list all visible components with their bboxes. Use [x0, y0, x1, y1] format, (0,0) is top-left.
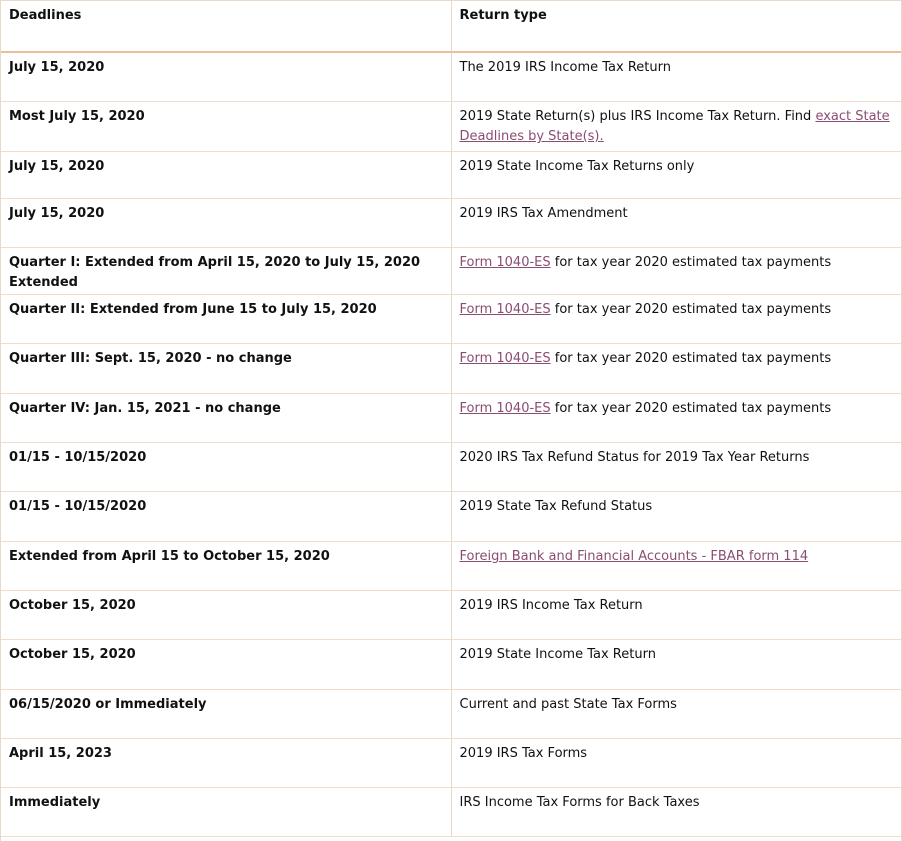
return-type-cell — [451, 199, 901, 248]
return-type-cell — [451, 443, 901, 492]
deadlines-table — [1, 0, 901, 837]
return-type-text: 2019 State Return(s) plus IRS Income Tax Return. Find — [459, 109, 816, 124]
form-1040-es-link[interactable]: Form 1040-ES — [459, 401, 551, 416]
return-type-text: for tax year 2020 estimated tax payments — [550, 255, 832, 270]
deadline-cell: 01/15 - 10/15/2020 — [1, 443, 451, 492]
table-row — [1, 739, 901, 788]
table-row — [1, 394, 901, 443]
return-type-text: Current and past State Tax Forms — [459, 697, 677, 712]
return-type-text: for tax year 2020 estimated tax payments — [550, 401, 832, 416]
return-type-cell — [451, 344, 901, 394]
table-row — [1, 248, 901, 295]
deadline-cell: Immediately — [1, 788, 451, 837]
form-1040-es-link[interactable]: Form 1040-ES — [459, 351, 551, 366]
deadline-cell: Quarter III: Sept. 15, 2020 - no change — [1, 344, 451, 394]
deadline-cell: Quarter IV: Jan. 15, 2021 - no change — [1, 394, 451, 443]
return-type-cell — [451, 640, 901, 690]
deadline-cell: July 15, 2020 — [1, 199, 451, 248]
header-row — [1, 1, 901, 52]
form-1040-es-link[interactable]: Form 1040-ES — [459, 255, 551, 270]
table-row — [1, 102, 901, 152]
table-row — [1, 591, 901, 640]
deadline-cell: July 15, 2020 — [1, 152, 451, 199]
deadline-cell: 01/15 - 10/15/2020 — [1, 492, 451, 542]
table-row — [1, 295, 901, 344]
return-type-cell — [451, 542, 901, 591]
deadline-cell: Extended from April 15 to October 15, 2020 — [1, 542, 451, 591]
deadline-cell: Quarter I: Extended from April 15, 2020 to July 15, 2020 Extended — [1, 248, 451, 295]
return-type-text: for tax year 2020 estimated tax payments — [550, 302, 832, 317]
table-row — [1, 52, 901, 102]
deadline-cell: Quarter II: Extended from June 15 to July 15, 2020 — [1, 295, 451, 344]
return-type-cell — [451, 102, 901, 152]
table-row — [1, 199, 901, 248]
return-type-cell — [451, 739, 901, 788]
return-type-text: 2019 State Income Tax Return — [459, 647, 656, 662]
return-type-cell — [451, 52, 901, 102]
return-type-text: 2019 IRS Tax Forms — [459, 746, 588, 761]
return-type-cell — [451, 152, 901, 199]
table-row — [1, 542, 901, 591]
return-type-text: 2019 IRS Income Tax Return — [459, 598, 643, 613]
fbar-form-114-link[interactable]: Foreign Bank and Financial Accounts - FBAR form 114 — [459, 549, 809, 564]
return-type-cell — [451, 690, 901, 739]
table-row — [1, 690, 901, 739]
return-type-text: 2019 State Income Tax Returns only — [459, 159, 695, 174]
return-type-header: Return type — [451, 1, 901, 52]
deadlines-header: Deadlines — [1, 1, 451, 52]
table-row — [1, 152, 901, 199]
return-type-text: The 2019 IRS Income Tax Return — [459, 59, 671, 75]
table-row — [1, 492, 901, 542]
return-type-cell — [451, 788, 901, 837]
return-type-text: 2020 IRS Tax Refund Status for 2019 Tax Year Returns — [459, 450, 810, 465]
table-row — [1, 788, 901, 837]
deadline-cell: October 15, 2020 — [1, 640, 451, 690]
return-type-text: 2019 State Tax Refund Status — [459, 499, 653, 514]
return-type-cell — [451, 492, 901, 542]
return-type-cell — [451, 295, 901, 344]
deadline-cell: April 15, 2023 — [1, 739, 451, 788]
return-type-text: IRS Income Tax Forms for Back Taxes — [459, 795, 700, 810]
deadline-cell: Most July 15, 2020 — [1, 102, 451, 152]
table-row — [1, 443, 901, 492]
form-1040-es-link[interactable]: Form 1040-ES — [459, 302, 551, 317]
deadline-cell: 06/15/2020 or Immediately — [1, 690, 451, 739]
state-deadlines-link[interactable]: exact State Deadlines by State(s). — [459, 109, 890, 144]
deadline-cell: October 15, 2020 — [1, 591, 451, 640]
deadline-cell: July 15, 2020 — [1, 52, 451, 102]
return-type-cell — [451, 248, 901, 295]
return-type-cell — [451, 591, 901, 640]
return-type-text: for tax year 2020 estimated tax payments — [550, 351, 832, 366]
table-row — [1, 640, 901, 690]
return-type-cell — [451, 394, 901, 443]
table-row — [1, 344, 901, 394]
return-type-text: 2019 IRS Tax Amendment — [459, 206, 628, 221]
